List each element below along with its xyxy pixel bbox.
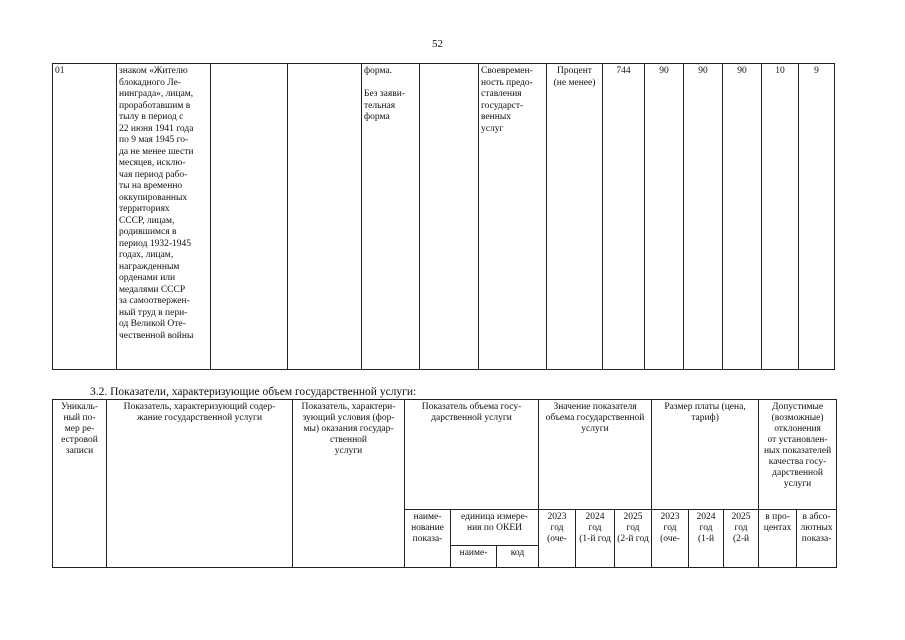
subheader-value-2024: 2024 год (1-й год (576, 510, 615, 568)
header-conditions-indicator: Показатель, характери- зующий условия (фор- мы) оказания государ- ственной услуги (293, 400, 405, 568)
subheader-deviation-absolute: в абсо- лютных показа- (797, 510, 837, 568)
header-fee-size: Размер платы (цена, тариф) (652, 400, 759, 510)
header-volume-indicator: Показатель объема госу- дарственной услуги (405, 400, 539, 510)
subheader-unit-code: код (497, 546, 539, 568)
value-2025-cell: 90 (723, 64, 762, 370)
subheader-value-2025: 2025 год (2-й год (615, 510, 652, 568)
header-allowed-deviation: Допустимые (возможные) отклонения от установлен- ных показателей качества госу- дарственной услуги (759, 400, 837, 510)
empty-cell (288, 64, 362, 370)
deviation-percent-cell: 10 (762, 64, 799, 370)
header-volume-value: Значение показателя объема государственной услуги (539, 400, 652, 510)
value-2024-cell: 90 (684, 64, 723, 370)
registry-code-cell: 01 (53, 64, 117, 370)
header-unique-number: Уникаль- ный по- мер ре- естровой записи (53, 400, 107, 568)
indicator-name-cell: Своевремен- ность предо- ставления государст- венных услуг (479, 64, 547, 370)
page-number: 52 (432, 38, 443, 50)
empty-cell (211, 64, 288, 370)
deviation-absolute-cell: 9 (799, 64, 835, 370)
subheader-fee-2024: 2024 год (1-й (689, 510, 724, 568)
service-quality-table (52, 63, 835, 370)
okei-code-cell: 744 (603, 64, 645, 370)
form-cell: форма. Без заяви- тельная форма (362, 64, 420, 370)
service-volume-table (52, 399, 837, 568)
subheader-deviation-percent: в про- центах (759, 510, 797, 568)
subheader-indicator-name: наиме- нование показа- (405, 510, 451, 568)
table-row (53, 64, 835, 370)
content-description-cell: знаком «Жителю блокадного Ле- нинграда», лицам, проработавшим в тылу в период с 22 июня 1941 года по 9 мая 1945 го- да не менее шести месяцев, исклю- чая период рабо- ты на временно оккупированных территориях СССР, лицам, родившимся в период 1932-1945 годах, лицам, награжденным орденами или медалями СССР за самоотвержен- ный труд в пери- од Великой Оте- чественной войны (117, 64, 211, 370)
subheader-fee-2023: 2023 год (оче- (652, 510, 689, 568)
header-content-indicator: Показатель, характеризующий содер- жание государственной услуги (107, 400, 293, 568)
subheader-fee-2025: 2025 год (2-й (724, 510, 759, 568)
subheader-value-2023: 2023 год (оче- (539, 510, 576, 568)
header-row (53, 400, 837, 510)
unit-cell: Процент (не менее) (547, 64, 603, 370)
empty-cell (420, 64, 479, 370)
section-title: 3.2. Показатели, характеризующие объем государственной услуги: (90, 386, 417, 398)
subheader-okei-unit: единица измере- ния по ОКЕИ (451, 510, 539, 546)
value-2023-cell: 90 (645, 64, 684, 370)
subheader-unit-name: наиме- (451, 546, 497, 568)
